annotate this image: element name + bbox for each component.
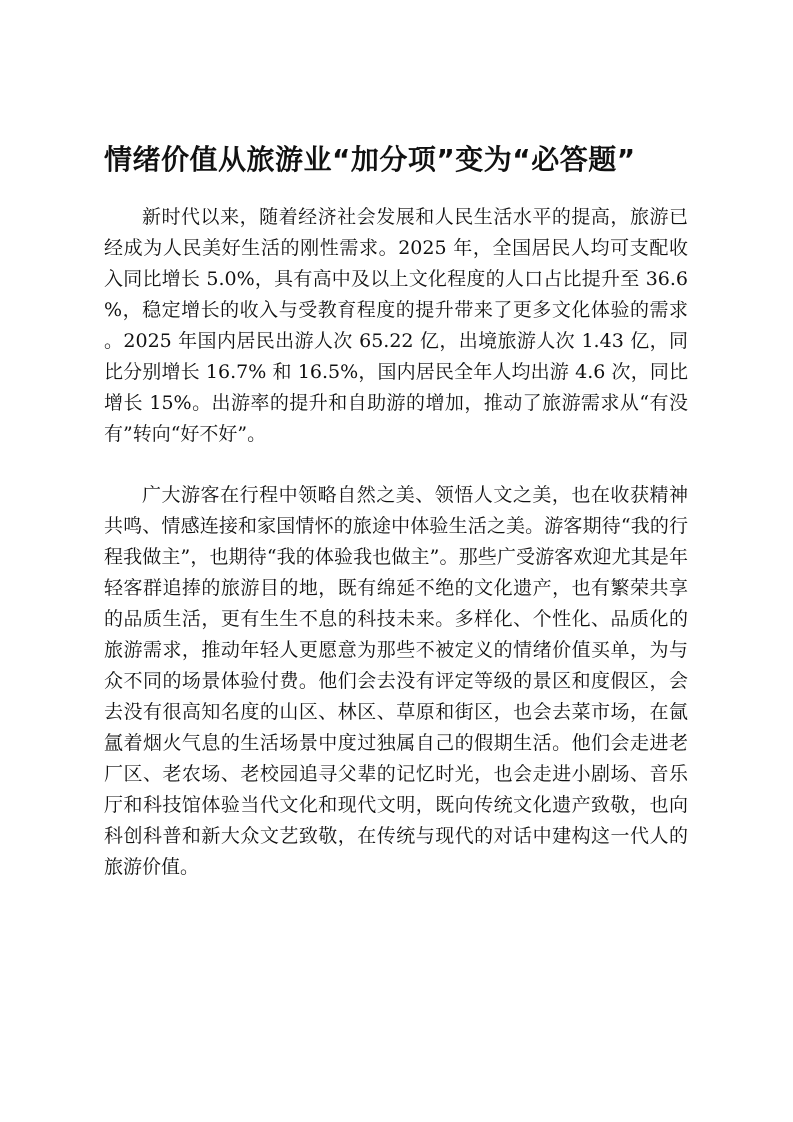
document-body — [104, 192, 688, 913]
paragraph-2: 广大游客在行程中领略自然之美、领悟人文之美，也在收获精神共鸣、情感连接和家国情怀的旅途中体验生活之美。游客期待“我的行程我做主”，也期待“我的体验我也做主”。那些广受游客欢迎尤其是年轻客群追捧的旅游目的地，既有绵延不绝的文化遗产，也有繁荣共享的品质生活，更有生生不息的科技未来。多样化、个性化、品质化的旅游需求，推动年轻人更愿意为那些不被定义的情绪价值买单，为与众不同的场景体验付费。他们会去没有评定等级的景区和度假区，会去没有很高知名度的山区、林区、草原和街区，也会去菜市场，在氤氲着烟火气息的生活场景中度过独属自己的假期生活。他们会走进老厂区、老农场、老校园追寻父辈的记忆时光，也会走进小剧场、音乐厅和科技馆体验当代文化和现代文明，既向传统文化遗产致敬，也向科创科普和新大众文艺致敬，在传统与现代的对话中建构这一代人的旅游价值。 — [104, 484, 688, 878]
document-title: 情绪价值从旅游业“加分项”变为“必答题” — [104, 143, 636, 176]
paragraph-1: 新时代以来，随着经济社会发展和人民生活水平的提高，旅游已经成为人民美好生活的刚性需求。2025 年，全国居民人均可支配收入同比增长 5.0%，具有高中及以上文化程度的人口占比提升至 36.6%，稳定增长的收入与受教育程度的提升带来了更多文化体验的需求。2025 年国内居民出游人次 65.22 亿，出境旅游人次 1.43 亿，同比分别增长 16.7% 和 16.5%，国内居民全年人均出游 4.6 次，同比增长 15%。出游率的提升和自助游的增加，推动了旅游需求从“有没有”转向“好不好”。 — [104, 206, 688, 445]
